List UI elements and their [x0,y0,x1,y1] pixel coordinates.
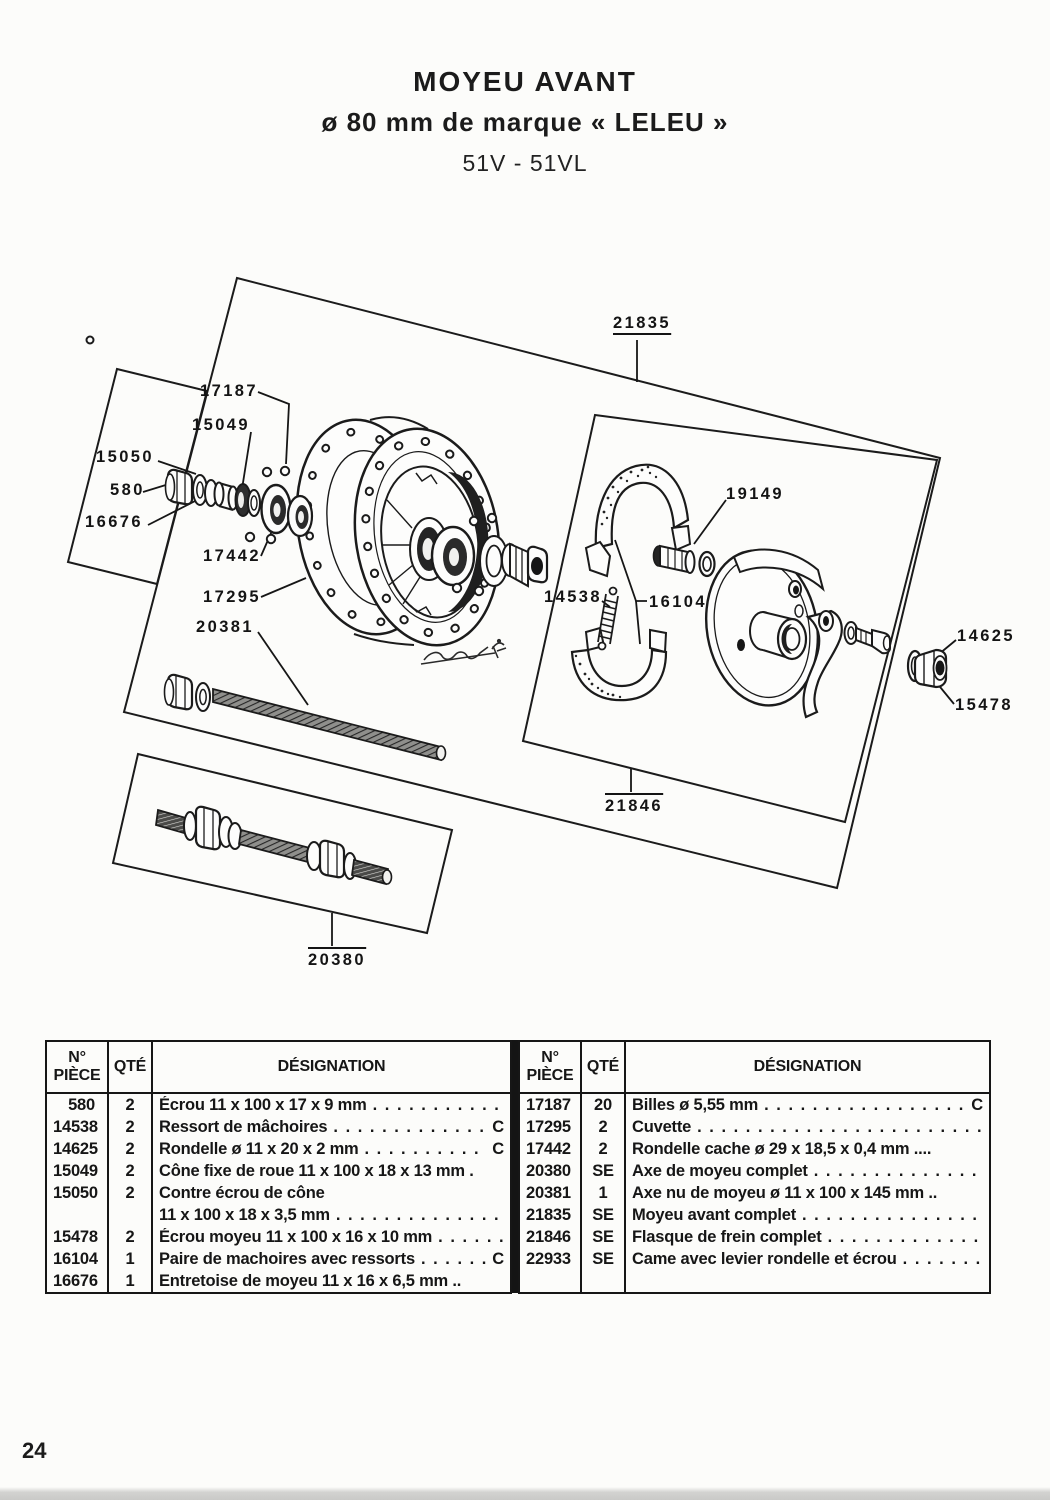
part-callout-17187: 17187 [200,381,258,400]
cell-qty: 2 [108,1116,152,1138]
table-row [519,1093,990,1116]
cell-part-no: 17187 [519,1093,581,1116]
part-callout-15049: 15049 [192,415,250,434]
cell-designation: Écrou 11 x 100 x 17 x 9 mm . . . [152,1093,511,1116]
part-callout-21835: 21835 [613,314,671,335]
cell-qty: SE [581,1160,625,1182]
col-header-part-no: N° PIÈCE [519,1041,581,1093]
cell-designation: Axe nu de moyeu ø 11 x 100 x 145 mm .. [625,1182,990,1204]
brake-shoes [572,465,690,700]
cell-qty: 2 [108,1160,152,1182]
cell-part-no: 14625 [46,1138,108,1160]
cell-part-no [519,1270,581,1293]
part-callout-15478: 15478 [955,695,1013,714]
cell-designation: Écrou moyeu 11 x 100 x 16 x 10 mm . . . [152,1226,511,1248]
page-header [0,66,1050,177]
cell-qty: 2 [108,1138,152,1160]
table-row [46,1226,511,1248]
bare-axle [165,675,446,760]
part-callout-20380: 20380 [308,947,366,968]
cell-part-no: 21835 [519,1204,581,1226]
cell-part-no: 16676 [46,1270,108,1293]
page-title: MOYEU AVANT [413,66,637,97]
cell-part-no: 16104 [46,1248,108,1270]
parts-table-left [45,1040,512,1294]
cell-designation: 11 x 100 x 18 x 3,5 mm . . . [152,1204,511,1226]
cell-part-no: 15049 [46,1160,108,1182]
part-callout-17295: 17295 [203,587,261,606]
hub-drawing [282,410,547,656]
cell-part-no: 17295 [519,1116,581,1138]
table-row-empty [519,1270,990,1293]
cell-designation: Paire de machoires avec ressorts . . . C [152,1248,511,1270]
cell-part-no: 17442 [519,1138,581,1160]
cell-designation: Came avec levier rondelle et écrou . . . [625,1248,990,1270]
axle-end-parts [166,470,313,536]
cell-qty: SE [581,1248,625,1270]
table-row [519,1204,990,1226]
scan-edge [0,1487,1050,1500]
cam-lever [804,611,891,717]
cell-qty: 1 [108,1270,152,1293]
part-callout-19149: 19149 [726,484,784,503]
part-callout-16104: 16104 [649,592,707,611]
complete-axle-assembly [156,807,392,884]
cell-qty: SE [581,1204,625,1226]
part-callout-14625: 14625 [957,626,1015,645]
model-numbers: 51V - 51VL [462,150,588,176]
parts-rows-left [46,1093,511,1293]
axle-nut-and-washer [908,650,947,687]
cell-qty: 1 [108,1248,152,1270]
parts-table [45,1040,991,1293]
cell-designation: Moyeu avant complet . . . [625,1204,990,1226]
cell-designation: Flasque de frein complet . . . [625,1226,990,1248]
cell-designation: Contre écrou de cône [152,1182,511,1204]
cell-part-no: 14538 [46,1116,108,1138]
table-row [46,1204,511,1226]
table-row [519,1160,990,1182]
cell-part-no: 21846 [519,1226,581,1248]
cell-qty: 2 [581,1138,625,1160]
cell-designation: Rondelle ø 11 x 20 x 2 mm . . . C [152,1138,511,1160]
page-number: 24 [22,1438,47,1463]
table-row [46,1160,511,1182]
cell-designation: Axe de moyeu complet . . . [625,1160,990,1182]
cell-part-no: 15050 [46,1182,108,1204]
part-callout-14538: 14538 [544,587,602,606]
cell-qty [581,1270,625,1293]
cell-part-no: 20380 [519,1160,581,1182]
table-row [46,1138,511,1160]
cell-designation: Cône fixe de roue 11 x 100 x 18 x 13 mm . [152,1160,511,1182]
col-header-designation: DÉSIGNATION [625,1041,990,1093]
part-callout-580: 580 [110,480,145,499]
col-header-part-no: N° PIÈCE [46,1041,108,1093]
table-row [46,1182,511,1204]
table-row [519,1248,990,1270]
table-row [519,1138,990,1160]
cell-designation [625,1270,990,1293]
table-row [46,1248,511,1270]
table-row [46,1270,511,1293]
col-header-designation: DÉSIGNATION [152,1041,511,1093]
cell-qty [108,1204,152,1226]
cell-designation: Cuvette . . . [625,1116,990,1138]
cell-qty: SE [581,1226,625,1248]
table-row [519,1226,990,1248]
cell-qty: 2 [108,1182,152,1204]
cam-pivot-part [654,546,715,576]
part-callout-21846: 21846 [605,793,663,814]
cell-qty: 2 [108,1226,152,1248]
part-callout-20381: 20381 [196,617,254,636]
part-callout-16676: 16676 [85,512,143,531]
parts-table-right [518,1040,991,1294]
cell-qty: 2 [108,1093,152,1116]
table-row [519,1116,990,1138]
cell-designation: Ressort de mâchoires . . . C [152,1116,511,1138]
cell-designation: Billes ø 5,55 mm . . . C [625,1093,990,1116]
cell-part-no [46,1204,108,1226]
cell-designation: Rondelle cache ø 29 x 18,5 x 0,4 mm .... [625,1138,990,1160]
cell-part-no: 580 [46,1093,108,1116]
cell-part-no: 15478 [46,1226,108,1248]
parts-rows-right [519,1093,990,1293]
cell-part-no: 20381 [519,1182,581,1204]
cell-qty: 1 [581,1182,625,1204]
page-subtitle: ø 80 mm de marque « LELEU » [321,107,729,137]
col-header-qty: QTÉ [581,1041,625,1093]
cell-part-no: 22933 [519,1248,581,1270]
col-header-qty: QTÉ [108,1041,152,1093]
table-row [519,1182,990,1204]
table-row [46,1116,511,1138]
cell-qty: 2 [581,1116,625,1138]
part-callout-17442: 17442 [203,546,261,565]
part-callout-15050: 15050 [96,447,154,466]
cell-designation: Entretoise de moyeu 11 x 16 x 6,5 mm .. [152,1270,511,1293]
cell-qty: 20 [581,1093,625,1116]
table-row [46,1093,511,1116]
